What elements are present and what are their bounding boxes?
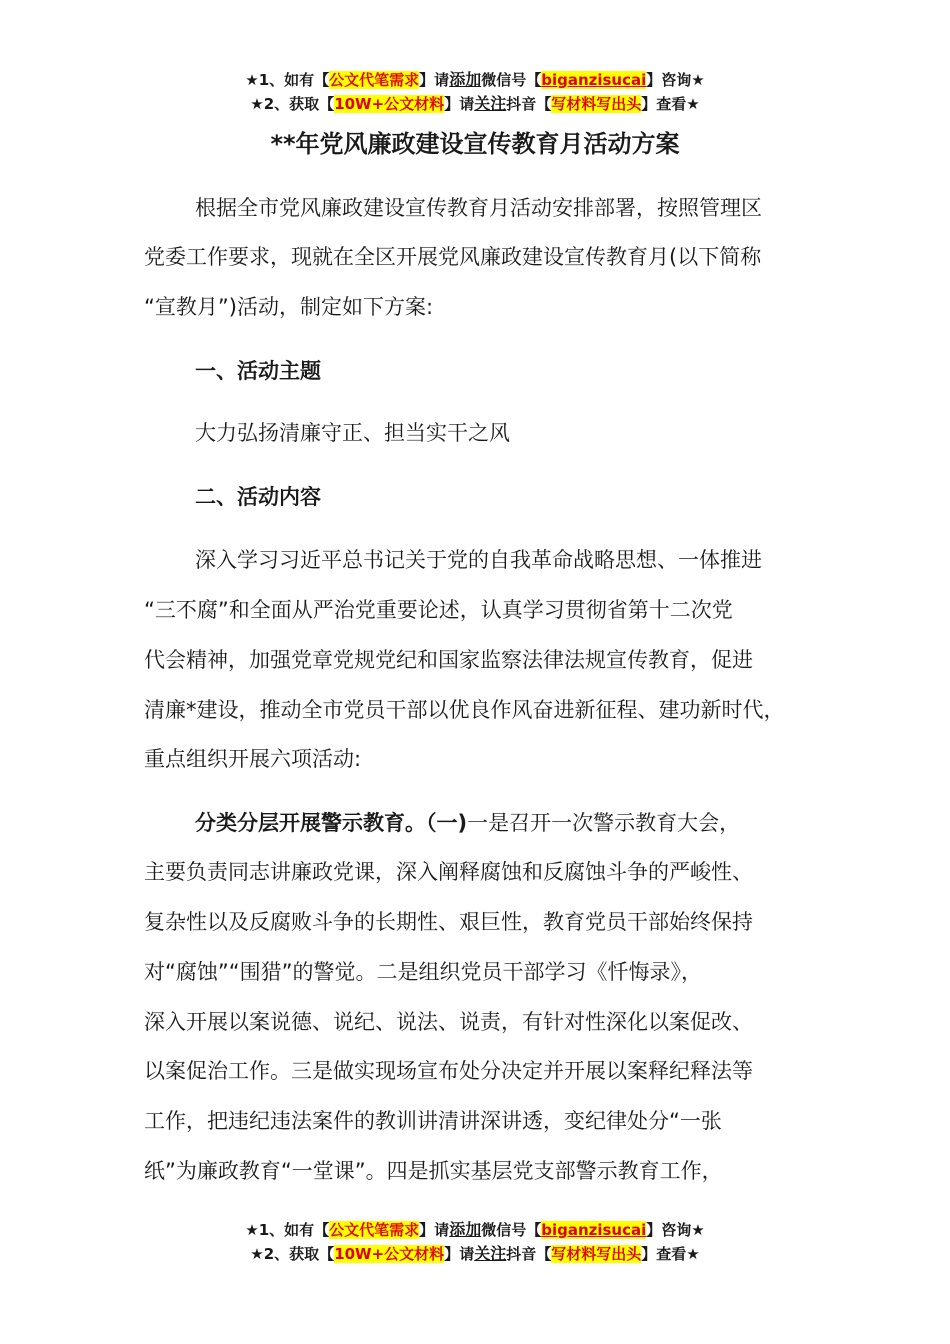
paragraph-line: 以案促治工作。三是做实现场宣布处分决定并开展以案释纪释法等: [144, 1059, 753, 1083]
banner-text: 】咨询★: [646, 1221, 705, 1239]
banner-wechat-id: biganzisucai: [541, 71, 647, 89]
banner-text: 】查看★: [641, 1245, 700, 1263]
document-title: **年党风廉政建设宣传教育月活动方案: [270, 130, 680, 158]
banner-text: 】请: [419, 71, 450, 89]
banner-line-1: [0, 68, 950, 92]
paragraph-line: “三不腐”和全面从严治党重要论述，认真学习贯彻省第十二次党: [144, 598, 733, 622]
paragraph-line: 主要负责同志讲廉政党课，深入阐释腐蚀和反腐蚀斗争的严峻性、: [144, 860, 753, 884]
item-first-line: [195, 808, 740, 838]
section-heading: 二、活动内容: [195, 485, 321, 509]
banner-line-2: [0, 1242, 950, 1266]
banner-text: 】请: [444, 95, 475, 113]
top-banner: [0, 68, 950, 116]
banner-line-1: [0, 1218, 950, 1242]
banner-text: ★2、获取【: [250, 95, 335, 113]
banner-highlight: 10W+公文材料: [334, 1245, 445, 1263]
paragraph-line: 深入学习习近平总书记关于党的自我革命战略思想、一体推进: [195, 548, 762, 572]
intro-line: “宣教月”)活动，制定如下方案:: [144, 295, 434, 319]
banner-text: 微信号【: [481, 71, 542, 89]
banner-text: 】请: [444, 1245, 475, 1263]
banner-highlight: 写材料写出头: [551, 1245, 642, 1263]
banner-text: ★1、如有【: [245, 71, 330, 89]
banner-highlight: 公文代笔需求: [329, 1221, 420, 1239]
banner-emphasis: 添加: [449, 1220, 482, 1239]
banner-emphasis: 关注: [474, 94, 507, 113]
banner-text: 微信号【: [481, 1221, 542, 1239]
paragraph-line: 重点组织开展六项活动:: [144, 747, 362, 771]
banner-text: ★2、获取【: [250, 1245, 335, 1263]
item-text: 一是召开一次警示教育大会，: [467, 811, 741, 835]
banner-emphasis: 关注: [474, 1244, 507, 1263]
paragraph-line: 深入开展以案说德、说纪、说法、说责，有针对性深化以案促改、: [144, 1010, 753, 1034]
banner-text: 抖音【: [506, 95, 552, 113]
banner-text: 】查看★: [641, 95, 700, 113]
banner-wechat-id: biganzisucai: [541, 1221, 647, 1239]
section-text: 大力弘扬清廉守正、担当实干之风: [195, 421, 510, 445]
paragraph-line: 纸”为廉政教育“一堂课”。四是抓实基层党支部警示教育工作，: [144, 1159, 723, 1183]
banner-text: 抖音【: [506, 1245, 552, 1263]
banner-line-2: [0, 92, 950, 116]
banner-highlight: 写材料写出头: [551, 95, 642, 113]
intro-line: 党委工作要求，现就在全区开展党风廉政建设宣传教育月(以下简称: [144, 245, 762, 269]
banner-emphasis: 添加: [449, 70, 482, 89]
bottom-banner: [0, 1218, 950, 1266]
banner-text: 】请: [419, 1221, 450, 1239]
paragraph-line: 代会精神，加强党章党规党纪和国家监察法律法规宣传教育，促进: [144, 648, 753, 672]
banner-highlight: 公文代笔需求: [329, 71, 420, 89]
item-heading: 分类分层开展警示教育。（一): [195, 811, 468, 835]
paragraph-line: 工作，把违纪违法案件的教训讲清讲深讲透，变纪律处分“一张: [144, 1109, 722, 1133]
banner-highlight: 10W+公文材料: [334, 95, 445, 113]
paragraph-line: 对“腐蚀”“围猎”的警觉。二是组织党员干部学习《忏悔录》，: [144, 960, 703, 984]
banner-text: ★1、如有【: [245, 1221, 330, 1239]
intro-line: 根据全市党风廉政建设宣传教育月活动安排部署，按照管理区: [195, 196, 762, 220]
section-heading: 一、活动主题: [195, 359, 321, 383]
banner-text: 】咨询★: [646, 71, 705, 89]
paragraph-line: 清廉*建设，推动全市党员干部以优良作风奋进新征程、建功新时代，: [144, 698, 785, 722]
paragraph-line: 复杂性以及反腐败斗争的长期性、艰巨性，教育党员干部始终保持: [144, 910, 753, 934]
